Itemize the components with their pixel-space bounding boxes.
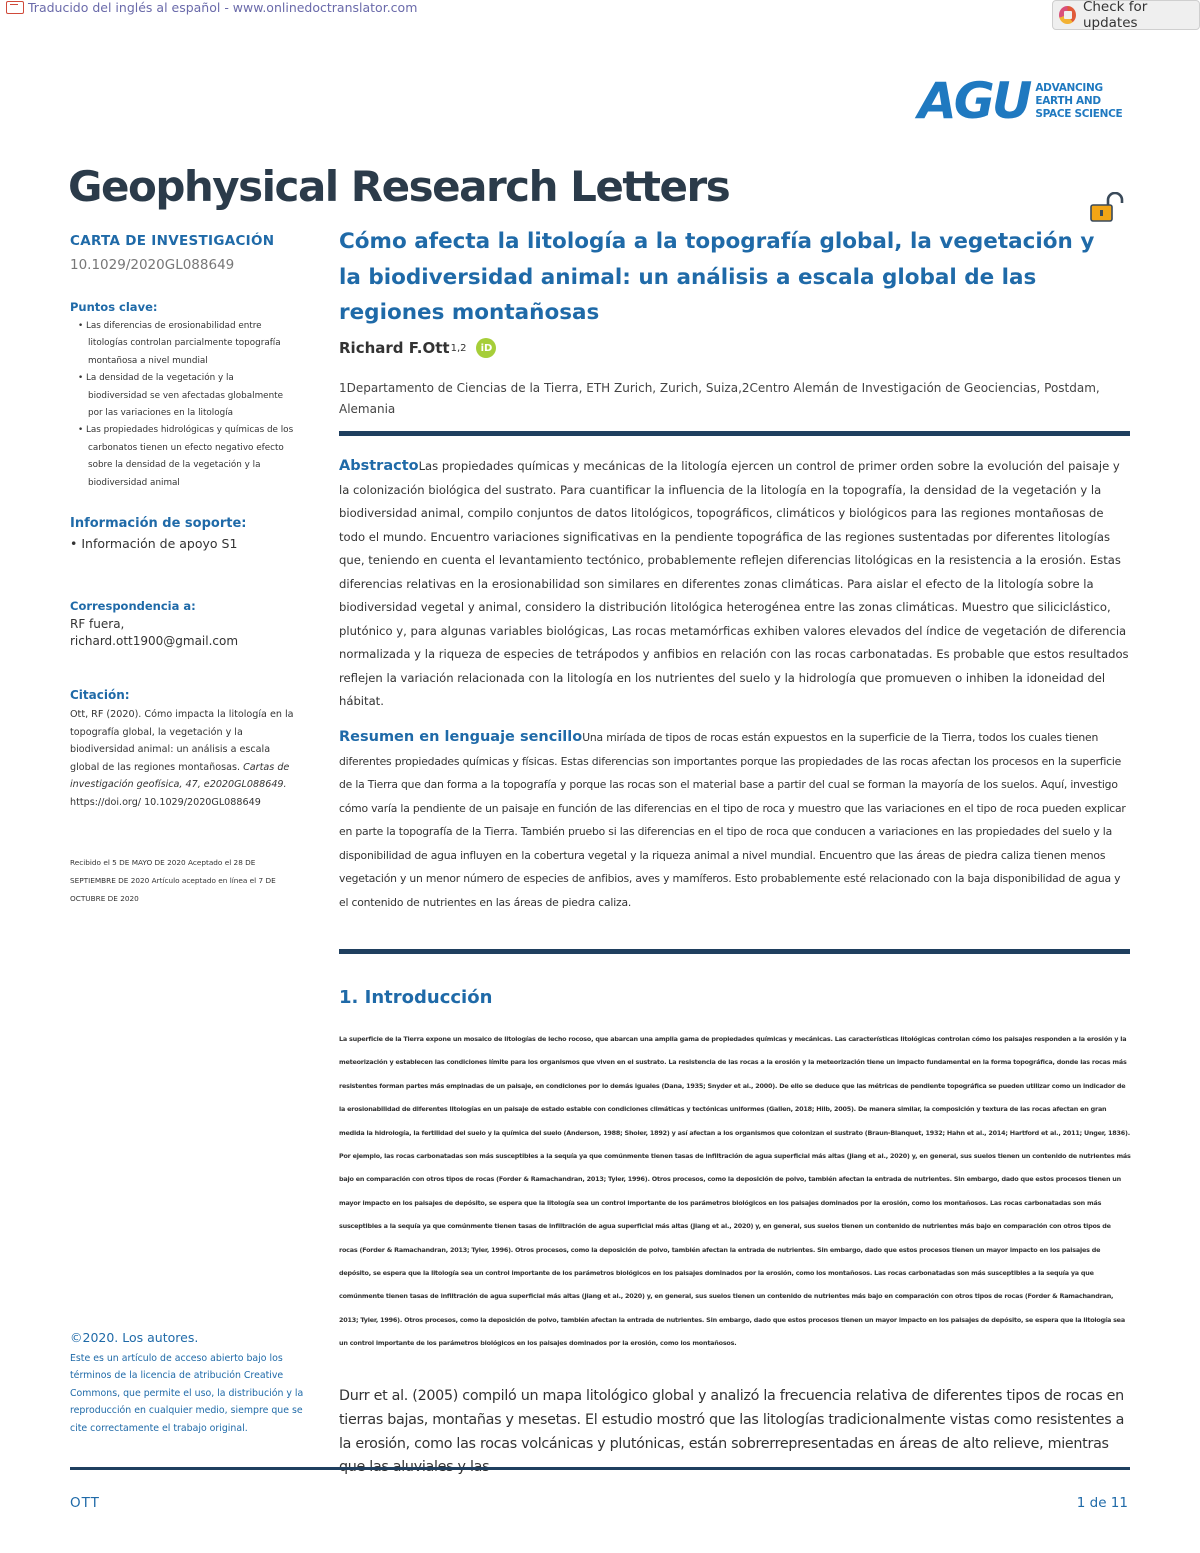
citation-journal: Cartas de investigación geofísica, [70,761,290,791]
agu-tagline [1035,82,1122,121]
section-divider [339,431,1130,436]
supporting-info-title: Información de soporte: [70,516,247,531]
open-access-lock-icon [1090,192,1126,222]
supporting-info-link[interactable]: • Información de apoyo S1 [70,536,238,551]
abstract-text: Las propiedades químicas y mecánicas de la litología ejercen un control de primer orden sobre la evolución del paisaje y la colonización biológica del sustrato. Para cuantificar la influencia de la litología en la topografía, la densidad de la vegetación y la biodiversidad animal, compilo conjuntos de datos litológicos, topográficos, climáticos y biológicos para las regiones montañosas de todo el mundo. Encuentro variaciones significativas en la pendiente topográfica de las regiones sustentadas por diferentes litologías que, teniendo en cuenta el levantamiento tectónico, probablemente reflejen diferencias litológicas en la resistencia a la erosión. Estas diferencias relativas en la erosionabilidad son similares en diferentes zonas climáticas. Para aislar el efecto de la litología sobre la biodiversidad vegetal y animal, considero la distribución litológica heterogénea entre las zonas climáticas. Muestro que siliciclástico, plutónico y, para algunas variables biológicas, Las rocas metamórficas exhiben valores elevados del índice de vegetación de diferencia normalizada y la riqueza de especies de tetrápodos y anfibios en relación con las rocas carbonatadas. Es probable que estos resultados reflejen la variación relacionada con la litología en los nutrientes del suelo y la hidrología que promueven o inhiben la idoneidad del hábitat. [339,459,1129,708]
body-paragraph: Durr et al. (2005) compiló un mapa litológico global y analizó la frecuencia relativa de diferentes tipos de rocas en tierras bajas, montañas y mesetas. El estudio mostró que las litologías tradicionalmente vistas como resistentes a la erosión, como las rocas volcánicas y plutónicas, están sobrerrepresentadas en áreas de alto relieve, mientras [339,1388,1125,1452]
author-name: Richard F.Ott [339,339,450,357]
check-updates-button[interactable] [1052,0,1200,30]
copyright: ©2020. Los autores. [70,1330,199,1345]
plain-language-summary [339,726,1131,914]
agu-tagline-line: SPACE SCIENCE [1035,107,1123,120]
agu-tagline-line: EARTH AND [1035,94,1101,107]
introduction-paragraph: La superficie de la Tierra expone un mosaico de litologías de lecho rocoso, que abarcan una amplia gama de propiedades químicas y mecánicas. Las características litológicas controlan cómo los paisajes responden a la erosión y la meteorización y establecen las condiciones límite para los organismos que viven en el sustrato. La resistencia de las rocas a la erosión y la meteorización tiene un impacto fundamental en la forma topográfica, donde las rocas más resistentes forman partes más empinadas de un paisaje, en condiciones por lo demás iguales (Dana, 1935; Snyder et al., 2000). De ello se deduce que las métricas de pendiente topográfica se pueden utilizar como un indicador de la erosionabilidad de diferentes litologías en un paisaje de estado estable con condiciones climáticas y tectónicas uniformes (Gallen, 2018; Hilb, 2005). De manera similar, la composición y textura de las rocas afectan en gran medida la hidrología, la fertilidad del suelo y la química del suelo (Anderson, 1988; Sholer, 1892) y así afectan a los organismos que colonizan el sustrato (Braun-Blanquet, 1932; Hahn et al., 2014; Hartford et al., 2011; Unger, 1836). Por ejemplo, las rocas carbonatadas son más susceptibles a la sequía ya que comúnmente tienen tasas de infiltración de agua superficial más altas (Jiang et al., 2020) y, en general, sus suelos tienen un contenido de nutrientes más bajo en comparación con otros tipos de rocas (Forder & Ramachandran, 2013; Tyler, 1996). Otros procesos, como la deposición de polvo, también afectan la entrada de nutrientes. Sin embargo, dado que estos procesos tienen un mayor impacto en los paisajes de depósito, se espera que la litología sea un control importante de los parámetros biológicos en los paisajes dominados por la erosión, como los montañosos. Las rocas carbonatadas son más susceptibles a la sequía ya que comúnmente tienen tasas de infiltración de agua superficial más altas (Jiang et al., 2020) y, en general, sus suelos tienen un contenido de nutrientes más bajo en comparación con otros tipos de rocas (Forder & Ramachandran, 2013; Tyler, 1996). Otros procesos, como la deposición de polvo, también afectan la entrada de nutrientes. Sin embargo, dado que estos procesos tienen un mayor impacto en los paisajes de depósito, se espera que la litología sea un control importante de los parámetros biológicos en los paisajes dominados por la erosión, como los montañosos. Las rocas carbonatadas son más susceptibles a la sequía ya que comúnmente tienen tasas de infiltración de agua superficial más altas (Jiang et al., 2020) y, en general, sus suelos tienen un contenido de nutrientes más bajo en comparación con otros tipos de rocas (Forder & Ramachandran, 2013; Tyler, 1996). Otros procesos, como la deposición de polvo, también afectan la entrada de nutrientes. Sin embargo, dado que estos procesos tienen un mayor impacto en los paisajes de depósito, se espera que la litología sea un control importante de los parámetros biológicos en los paisajes dominados por la erosión, como los montañosos. [339,1035,1131,1348]
key-points-title: Puntos clave: [70,300,158,314]
affiliation: 1Departamento de Ciencias de la Tierra, ETH Zurich, Zurich, Suiza,2Centro Alemán de Investigación de Geociencias, Postdam, Alemania [339,381,1100,416]
pls-text: Una miríada de tipos de rocas están expuestos en la superficie de la Tierra, todos los cuales tienen diferentes propiedades químicas y físicas. Estas diferencias son importantes porque las propiedades de las rocas afectan los procesos en la superficie de la Tierra que dan forma a la topografía y porque las rocas son el material base a partir del cual se forman la mayoría de los suelos. Aquí, investigo cómo varía la pendiente de un paisaje en función de las diferencias en el tipo de roca y muestro que las variaciones en el tipo de roca pueden explicar en parte la topografía de la Tierra. También pruebo si las diferencias en el tipo de roca que conducen a variaciones en las propiedades del suelo y la disponibilidad de agua influyen en la cobertura vegetal y la riqueza animal a nivel mundial. Encuentro que las áreas de piedra caliza tienen menos vegetación y un menor número de especies de anfibios, aves y mamíferos. Esto probablemente esté relacionado con la baja disponibilidad de agua y el contenido de nutrientes en las áreas de piedra caliza. [339,731,1126,909]
section-divider [339,949,1130,954]
translator-banner[interactable] [6,0,417,15]
pls-heading: Resumen en lenguaje sencillo [339,729,583,745]
citation-title: Citación: [70,688,130,702]
key-points-list [70,318,295,492]
citation-block [70,706,302,812]
author-line [339,338,496,358]
key-point: • Las diferencias de erosionabilidad entre litologías controlan parcialmente topografía montañosa a nivel mundial [70,318,295,370]
agu-tagline-line: ADVANCING [1035,81,1103,94]
citation-ref: 47, e2020GL088649. [185,779,287,791]
crossmark-icon [1059,6,1076,24]
translator-link[interactable]: Traducido del inglés al español - www.onlinedoctranslator.com [28,0,418,15]
author-affiliation-marks: 1,2 [450,342,467,354]
key-point: • Las propiedades hidrológicas y químicas de los carbonatos tienen un efecto negativo efecto sobre la densidad de la vegetación y la biodiversidad animal [70,422,295,492]
footer-divider [70,1467,1130,1470]
footer-author: OTT [70,1495,100,1511]
page-number: 1 de 11 [1076,1495,1128,1511]
abstract-heading: Abstracto [339,458,419,474]
agu-logo [918,72,1123,130]
correspondence-email[interactable]: richard.ott1900@gmail.com [70,634,239,648]
journal-title: Geophysical Research Letters [68,162,730,211]
license-text: Este es un artículo de acceso abierto bajo los términos de la licencia de atribución Creative Commons, que permite el uso, la distribución y la reproducción en cualquier medio, siempre que se cite correctamente el trabajo original. [70,1353,304,1434]
citation-text: Ott, RF (2020). Cómo impacta la litología en la topografía global, la vegetación y la biodiversidad animal: un análisis a escala global de las regiones montañosas. [70,709,294,773]
agu-wordmark: AGU [918,72,1030,130]
article-title: Cómo afecta la litología a la topografía global, la vegetación y la biodiversidad animal: un análisis a escala global de las regiones montañosas [339,229,1095,325]
introduction-heading: 1. Introducción [339,987,493,1008]
received-dates: Recibido el 5 DE MAYO DE 2020 Aceptado el 28 DE SEPTIEMBRE DE 2020 Artículo aceptado en línea el 7 DE OCTUBRE DE 2020 [70,858,276,903]
article-type: CARTA DE INVESTIGACIÓN [70,233,275,249]
correspondence-name: RF fuera, [70,617,125,631]
translate-icon [6,1,24,14]
key-point: • La densidad de la vegetación y la biodiversidad se ven afectadas globalmente por las variaciones en la litología [70,370,295,422]
correspondence-title: Correspondencia a: [70,599,196,613]
check-updates-label: Check for updates [1082,0,1148,31]
abstract [339,455,1131,714]
citation-url[interactable]: https://doi.org/ 10.1029/2020GL088649 [70,796,261,808]
doi-link[interactable]: 10.1029/2020GL088649 [70,257,235,273]
orcid-icon[interactable]: iD [476,338,496,358]
